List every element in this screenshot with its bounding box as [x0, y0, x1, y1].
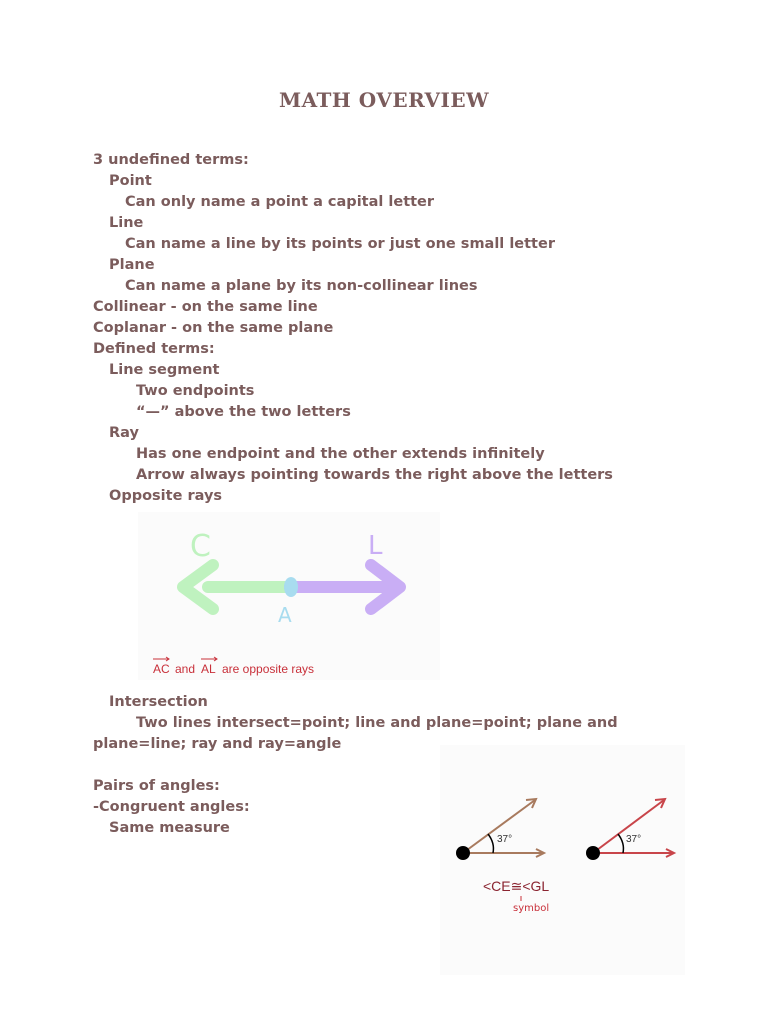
text-line: Can only name a point a capital letter [125, 194, 435, 210]
right-angle-arc [618, 834, 623, 853]
symbol-note: symbol [513, 903, 550, 914]
right-angle-measure: 37° [626, 834, 642, 845]
text-line: Opposite rays [109, 488, 223, 504]
right-angle-vertex [586, 846, 600, 860]
text-line: Two endpoints [136, 383, 255, 399]
text-line: Defined terms: [93, 341, 215, 357]
left-angle-arc [488, 834, 493, 853]
text-line: Collinear - on the same line [93, 299, 318, 315]
congruence-statement: <CE≅<GL [483, 878, 550, 894]
text-line: “—” above the two letters [136, 404, 351, 420]
page-title: MATH OVERVIEW [278, 88, 490, 112]
text-line: Arrow always pointing towards the right above the letters [136, 467, 613, 483]
text-line: Pairs of angles: [93, 778, 220, 794]
text-line: Line [109, 215, 144, 231]
caption-and: and [175, 662, 196, 676]
label-l: L [368, 531, 383, 561]
text-line: Same measure [109, 820, 230, 836]
text-line: Plane [109, 257, 155, 273]
text-line: Ray [109, 425, 139, 441]
text-line: plane=line; ray and ray=angle [93, 736, 342, 752]
text-line: Point [109, 173, 152, 189]
point-a [284, 577, 298, 597]
left-angle-vertex [456, 846, 470, 860]
congruent-angles-figure [440, 745, 685, 975]
left-angle-measure: 37° [497, 834, 513, 845]
right-angle-ray-upper [593, 800, 664, 853]
caption-rest: are opposite rays [222, 662, 315, 676]
left-angle-ray-upper [463, 800, 535, 853]
text-line: Line segment [109, 362, 220, 378]
label-a: A [278, 603, 292, 627]
caption-al: AL [201, 662, 216, 676]
text-line: Coplanar - on the same plane [93, 320, 334, 336]
opposite-rays-figure [138, 512, 440, 680]
text-line: Two lines intersect=point; line and plane=point; plane and [136, 715, 618, 731]
text-line: 3 undefined terms: [93, 152, 249, 168]
text-line: Can name a line by its points or just one small letter [125, 236, 555, 252]
text-line: Has one endpoint and the other extends infinitely [136, 446, 545, 462]
text-line: Can name a plane by its non-collinear lines [125, 278, 478, 294]
label-c: C [190, 529, 211, 564]
text-line: Intersection [109, 694, 208, 710]
text-line: -Congruent angles: [93, 799, 250, 815]
caption-ac: AC [153, 662, 170, 676]
